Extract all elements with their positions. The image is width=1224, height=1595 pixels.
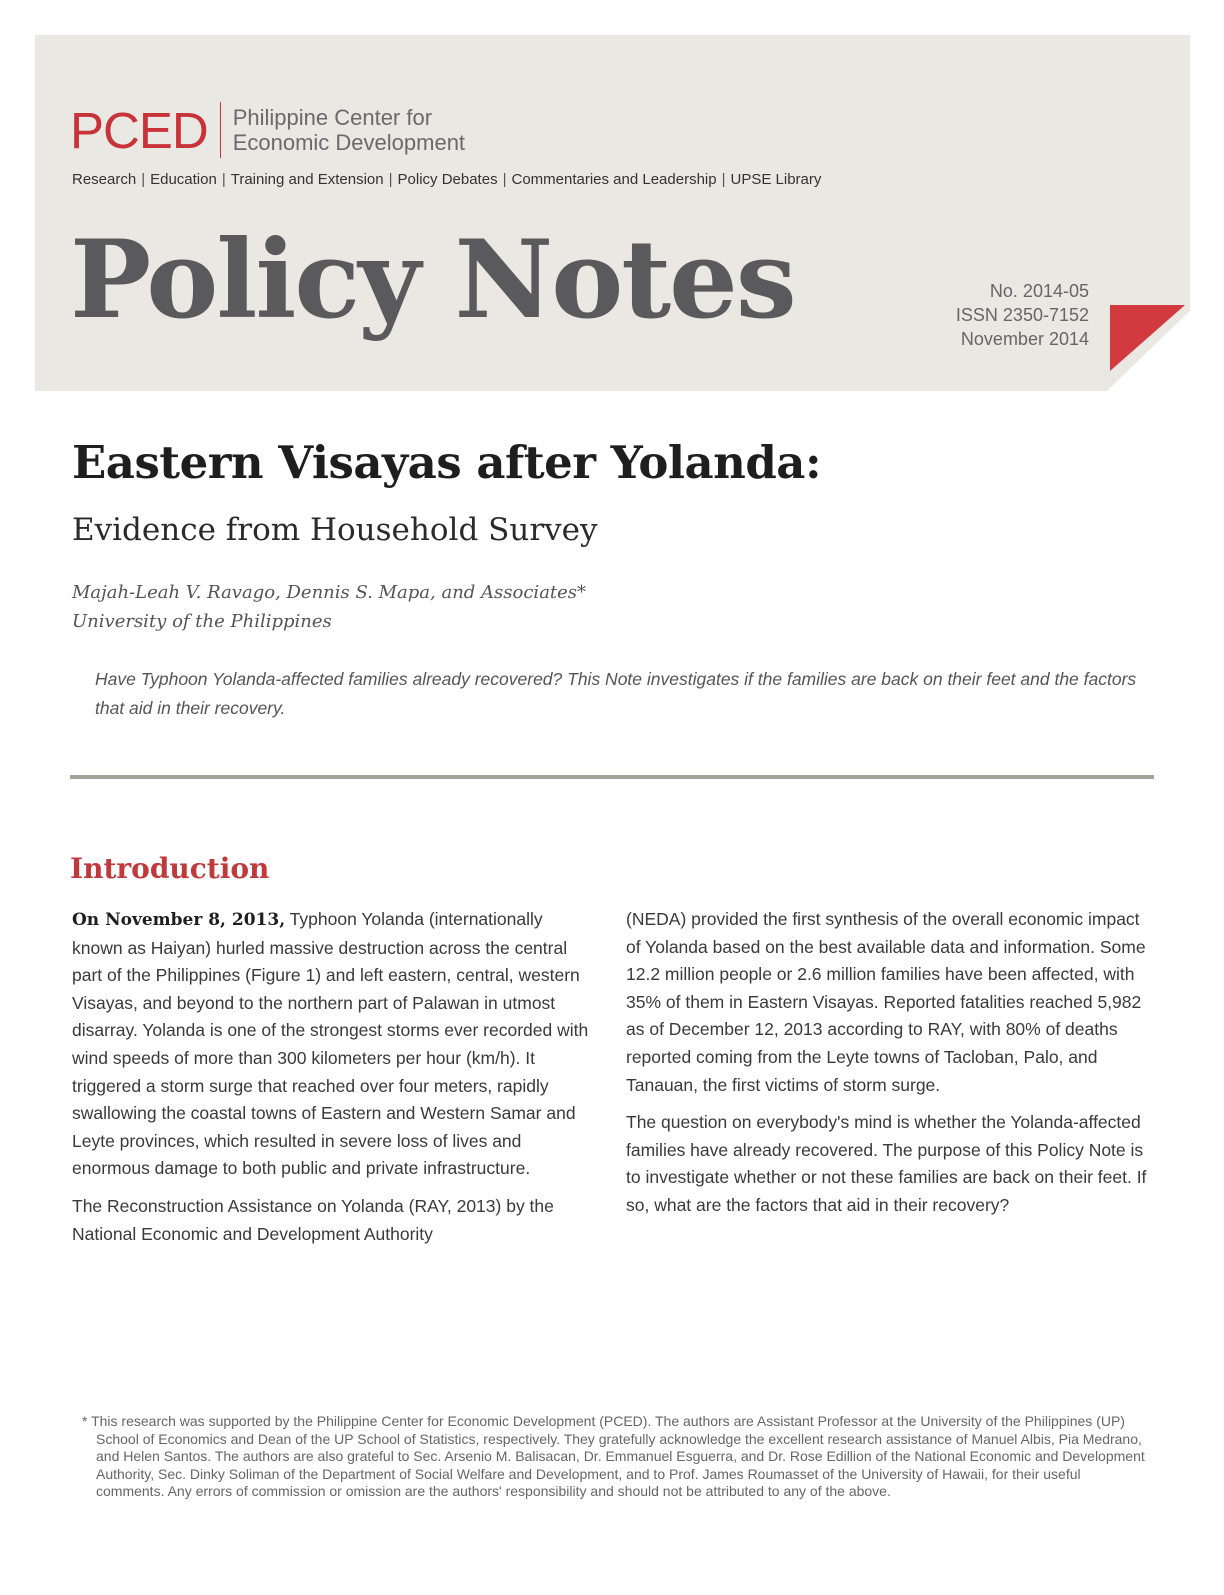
issn: ISSN 2350-7152 (955, 305, 1089, 325)
nav-separator: | (388, 171, 393, 188)
body-paragraph: The question on everybody's mind is whether the Yolanda-affected families have already recovered. The purpose of this Policy Note is to investigate whether or not these families are back on their feet. If so, what are the factors that aid in their recovery? (626, 1112, 1147, 1215)
nav-item-training: Training and Extension (230, 171, 384, 188)
org-name (233, 105, 465, 155)
nav-separator: | (221, 171, 226, 188)
masthead-title: Policy Notes (70, 217, 795, 343)
nav-item-education: Education (150, 171, 217, 188)
divider-rule (70, 775, 1154, 779)
issue-info (956, 279, 1089, 351)
nav-separator: | (502, 171, 507, 188)
issue-date: November 2014 (960, 329, 1089, 349)
abstract: Have Typhoon Yolanda-affected families already recovered? This Note investigates if the families are back on their feet and the factors that aid in their recovery. (95, 669, 1137, 718)
affiliation: University of the Philippines (72, 611, 332, 632)
body-column-left (72, 906, 592, 1258)
section-heading: Introduction (70, 852, 270, 885)
nav-separator: | (721, 171, 726, 188)
paragraph-text: Typhoon Yolanda (internationally known as Haiyan) hurled massive destruction across the central part of the Philippines (Figure 1) and left eastern, central, western Visayas, and beyond to the northern part of Palawan in utmost disarray. Yolanda is one of the strongest storms ever recorded with wind speeds of more than 300 kilometers per hour (km/h). It triggered a storm surge that reached over four meters, rapidly swallowing the coastal towns of Eastern and Western Samar and Leyte provinces, which resulted in severe loss of lives and enormous damage to both public and private infrastructure. (72, 909, 589, 1179)
nav-separator: | (141, 171, 146, 188)
logo-divider (220, 102, 221, 158)
nav-item-upse-library: UPSE Library (730, 171, 822, 188)
org-name-line2: Economic Development (232, 130, 466, 155)
footnote: * This research was supported by the Philippine Center for Economic Development (PCED). The authors are Assistant Professor at the University of the Philippines (UP) School of Economics and Dean of the UP School of Statistics, respectively. They gratefully acknowledge the excellent research assistance of Manuel Albis, Pia Medrano, and Helen Santos. The authors are also grateful to Sec. Arsenio M. Balisacan, Dr. Emmanuel Esguerra, and Dr. Rose Edillion of the National Economic and Development Authority, Sec. Dinky Soliman of the Department of Social Welfare and Development, and to Prof. James Roumasset of the University of Hawaii, for their useful comments. Any errors of commission or omission are the authors' responsibility and should not be attributed to any of the above. (82, 1413, 1145, 1499)
page-corner-fold (1110, 305, 1185, 371)
body-paragraph (72, 906, 592, 1183)
nav-item-commentaries: Commentaries and Leadership (511, 171, 717, 188)
issue-number: No. 2014-05 (989, 281, 1089, 301)
nav-item-policy-debates: Policy Debates (397, 171, 498, 188)
article-title: Eastern Visayas after Yolanda: (72, 436, 822, 489)
logo-wordmark: PCED (70, 101, 208, 159)
body-paragraph: (NEDA) provided the first synthesis of the overall economic impact of Yolanda based on the best available data and information. Some 12.2 million people or 2.6 million families have been affected, with 35% of them in Eastern Visayas. Reported fatalities reached 5,982 as of December 12, 2013 according to RAY, with 80% of deaths reported coming from the Leyte towns of Tacloban, Palo, and Tanauan, the first victims of storm surge. (626, 909, 1146, 1095)
body-column-right (626, 906, 1156, 1230)
article-subtitle: Evidence from Household Survey (72, 512, 598, 548)
lead-in: On November 8, 2013, (72, 910, 286, 930)
body-paragraph: The Reconstruction Assistance on Yolanda (RAY, 2013) by the National Economic and Development Authority (72, 1195, 554, 1244)
pced-logo (70, 100, 465, 160)
nav-item-research: Research (72, 171, 137, 188)
author-block (72, 578, 586, 636)
header-nav (72, 171, 821, 188)
authors: Majah-Leah V. Ravago, Dennis S. Mapa, and Associates* (72, 582, 587, 603)
org-name-line1: Philippine Center for (232, 105, 433, 130)
